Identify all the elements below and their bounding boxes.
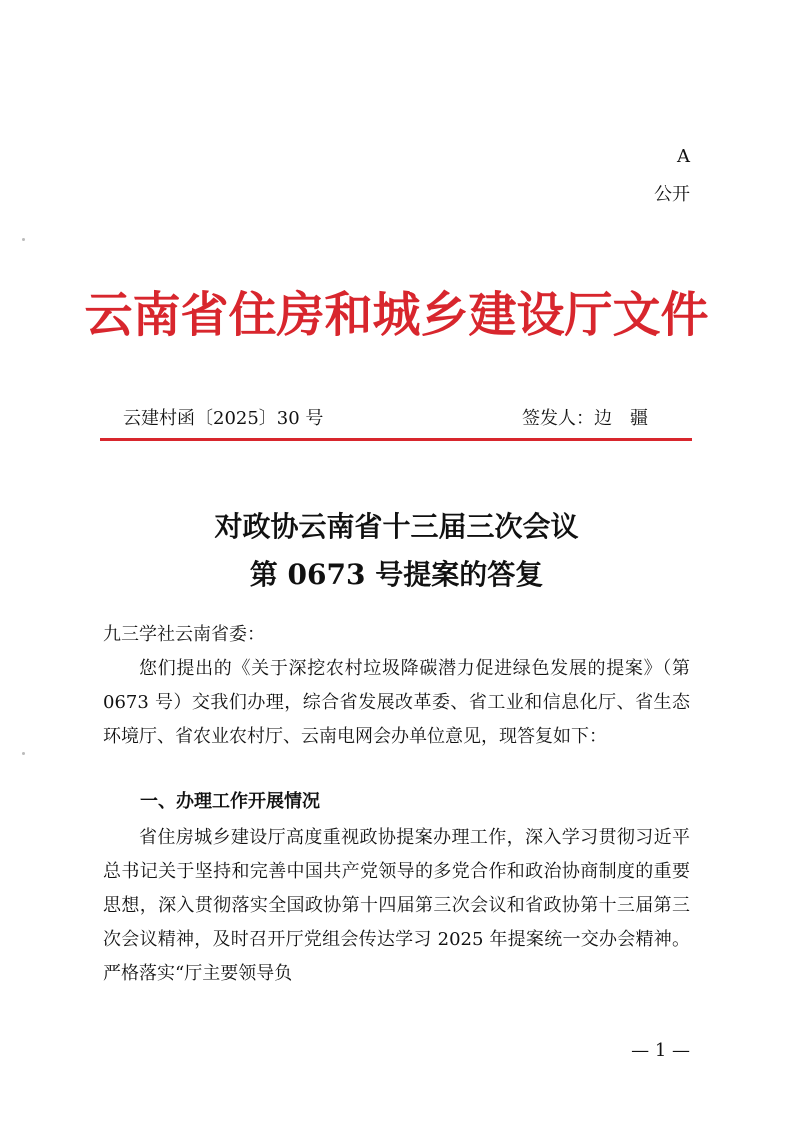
- page-number: — 1 —: [631, 1040, 690, 1061]
- scan-speck: [22, 752, 25, 755]
- paragraph-body: 省住房城乡建设厅高度重视政协提案办理工作，深入学习贯彻习近平总书记关于坚持和完善中国共产党领导的多党合作和政治协商制度的重要思想，深入贯彻落实全国政协第十四届第三次会议和省政协第十三届第三次会议精神，及时召开厅党组会传达学习 2025 年提案统一交办会精神。严格落实“厅主要领导负: [103, 827, 690, 984]
- signer: 签发人：边 疆: [522, 408, 648, 429]
- scan-speck: [22, 238, 25, 241]
- red-divider-line: [100, 438, 692, 441]
- title-line-1: 对政协云南省十三届三次会议: [214, 510, 579, 543]
- document-masthead: 云南省住房和城乡建设厅文件: [84, 287, 709, 343]
- section-heading: 一、办理工作开展情况: [140, 791, 320, 812]
- classification-level: A: [677, 146, 690, 167]
- title-line-2: 第 0673 号提案的答复: [249, 558, 544, 591]
- disclosure-status: 公开: [654, 184, 690, 205]
- recipient: 九三学社云南省委：: [103, 624, 265, 645]
- paragraph-intro: 您们提出的《关于深挖农村垃圾降碳潜力促进绿色发展的提案》（第 0673 号）交我们办理，综合省发展改革委、省工业和信息化厅、省生态环境厅、省农业农村厅、云南电网会办单位意见，现答复如下：: [103, 658, 690, 747]
- document-number: 云建村函〔2025〕30 号: [123, 408, 324, 429]
